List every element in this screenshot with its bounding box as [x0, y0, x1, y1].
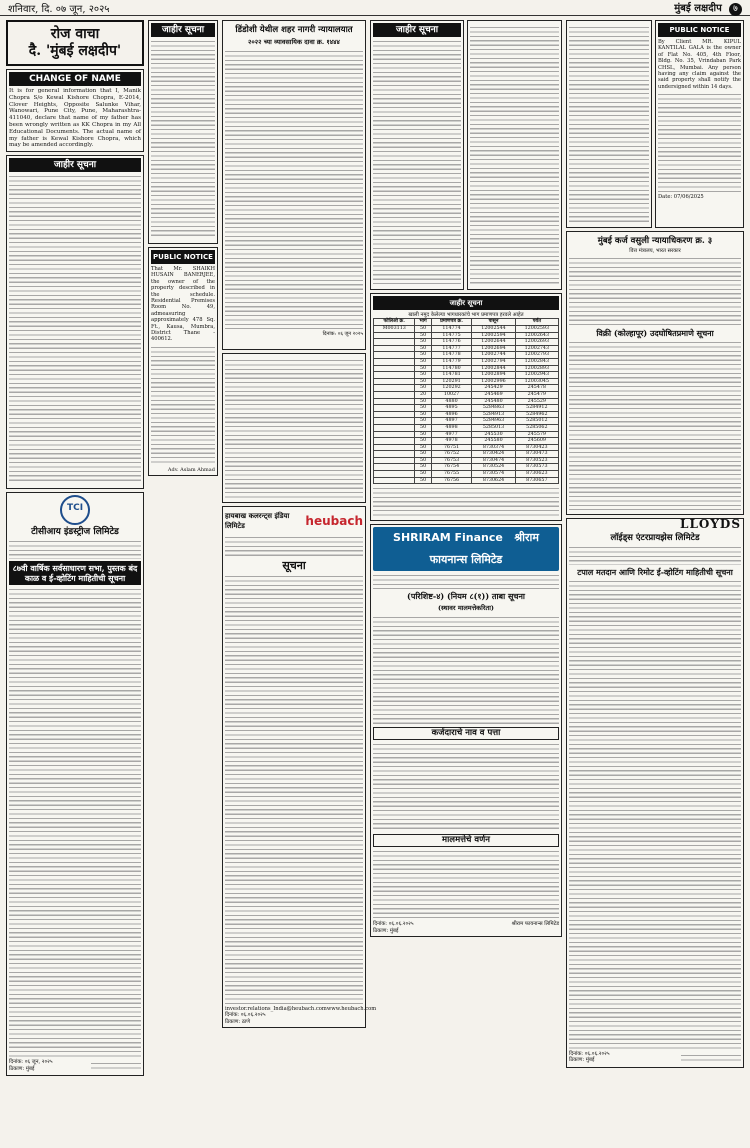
column-3: [222, 20, 377, 1142]
lloyds-notice: [566, 518, 744, 1067]
drt-sale-heading: विक्री (कोल्हापूर) उदघोषितप्रमाणे सूचना: [596, 328, 714, 339]
share-certificate-table: [373, 318, 559, 484]
table-cell: 8730474: [472, 457, 515, 464]
share-table-body: [374, 326, 559, 484]
table-row: [374, 365, 559, 372]
table-cell: 50: [415, 471, 431, 478]
table-cell: 8730374: [472, 444, 515, 451]
table-cell: 114774: [431, 326, 472, 333]
table-cell: [374, 438, 415, 445]
table-cell: 8730657: [515, 477, 558, 484]
table-cell: 245469: [472, 391, 515, 398]
table-cell: 10027: [431, 391, 472, 398]
table-row: [374, 464, 559, 471]
masthead-date: शनिवार, दि. ०७ जून, २०२५: [8, 3, 110, 15]
table-cell: 76756: [431, 477, 472, 484]
lloyds-address: [569, 545, 741, 565]
table-cell: 245529: [515, 398, 558, 405]
table-cell: 8730573: [515, 464, 558, 471]
dindoshi-court-notice: [222, 20, 366, 350]
table-cell: 120292: [431, 385, 472, 392]
table-cell: 4896: [431, 411, 472, 418]
lloyds-body: [569, 579, 741, 1049]
column-4: [370, 20, 562, 1142]
col2-notice-text: [151, 39, 215, 239]
drt-notice: [566, 231, 744, 515]
shriram-place: ठिकाण: मुंबई: [373, 927, 399, 934]
table-row: [374, 372, 559, 379]
table-cell: 50: [415, 477, 431, 484]
drt-heading: मुंबई कर्ज वसुली न्यायाधिकरण क्र. ३: [597, 236, 713, 246]
table-row: [374, 391, 559, 398]
table-cell: 114779: [431, 358, 472, 365]
table-cell: 12002844: [472, 365, 515, 372]
column-5: [566, 20, 744, 1142]
col2-advocate: Adv. Aslam Ahmad: [167, 466, 215, 473]
masthead-paper-name: मुंबई लक्षदीप: [674, 2, 722, 14]
table-cell: 5284863: [472, 405, 515, 412]
lloyds-place: ठिकाण: मुंबई: [569, 1057, 595, 1064]
table-cell: [374, 418, 415, 425]
table-cell: 12002693: [515, 339, 558, 346]
shriram-address: [373, 573, 559, 589]
table-cell: 5284912: [515, 405, 558, 412]
tci-logo: TCI: [60, 495, 90, 525]
table-cell: [374, 451, 415, 458]
table-cell: 245429: [472, 385, 515, 392]
column-1: [6, 20, 144, 1142]
table-cell: 8730424: [472, 451, 515, 458]
col1-public-notice: [6, 155, 144, 489]
table-cell: 12002843: [515, 358, 558, 365]
heubach-date: दिनांक: ०६.०६.२०२५: [225, 1012, 266, 1019]
rojvacha-line2: दै. 'मुंबई लक्षदीप': [28, 43, 122, 59]
change-of-name-notice: [6, 69, 144, 152]
table-cell: 5285062: [515, 424, 558, 431]
rojvacha-line1: रोज वाचा: [50, 26, 100, 42]
table-cell: 12002743: [515, 345, 558, 352]
col1-notice-text: [9, 174, 141, 484]
drt-subheading: वित्त मंत्रालय, भारत सरकार: [629, 248, 681, 254]
table-cell: 5285012: [515, 418, 558, 425]
table-cell: [374, 345, 415, 352]
table-cell: 12002593: [515, 326, 558, 333]
table-cell: 50: [415, 385, 431, 392]
table-cell: 8730574: [472, 471, 515, 478]
table-cell: 50: [415, 345, 431, 352]
col2-public-notice-text: [151, 345, 215, 465]
shriram-notice: [370, 524, 562, 937]
heubach-place: ठिकाण: ठाणे: [225, 1018, 250, 1025]
table-cell: 5284962: [515, 411, 558, 418]
table-cell: 50: [415, 451, 431, 458]
table-cell: 4977: [431, 431, 472, 438]
col5-notice-left-text: [569, 25, 649, 223]
share-col-folio: फोलिओ क्र.: [374, 319, 415, 326]
tci-body: [9, 587, 141, 1057]
heubach-address: [225, 535, 363, 557]
col5-public-notice-title: PUBLIC NOTICE: [658, 23, 741, 37]
table-cell: 114775: [431, 332, 472, 339]
heubach-logo: heubach: [305, 513, 363, 528]
col5-notice-left: [566, 20, 652, 228]
table-cell: 8730624: [472, 477, 515, 484]
rojvacha-box: [6, 20, 144, 66]
shriram-property-header: कर्जदाराचे नाव व पत्ता: [373, 727, 559, 740]
table-cell: 50: [415, 457, 431, 464]
table-cell: 12002794: [472, 358, 515, 365]
masthead: [0, 0, 750, 16]
masthead-paper: [674, 0, 742, 16]
table-row: [374, 326, 559, 333]
col2-notice: [148, 20, 218, 244]
col4-notice-left: [370, 20, 464, 290]
table-cell: 4898: [431, 424, 472, 431]
heubach-email: investor.relations_India@heubach.com: [225, 1006, 327, 1012]
tci-date: दिनांक: ०६ जून, २०२५: [9, 1059, 53, 1066]
share-col-from: पासून: [472, 319, 515, 326]
court-notice-2-text: [225, 358, 363, 498]
table-row: [374, 378, 559, 385]
table-cell: 12002793: [515, 352, 558, 359]
tci-notice: [6, 492, 144, 1076]
table-row: [374, 477, 559, 484]
shriram-banner: [373, 527, 559, 571]
table-cell: 12002644: [472, 339, 515, 346]
table-cell: 5284963: [472, 418, 515, 425]
table-cell: 245530: [472, 431, 515, 438]
heubach-body: [225, 574, 363, 1004]
table-cell: [374, 339, 415, 346]
table-row: [374, 431, 559, 438]
court-case-no: २०२२ च्या व्यावसायिक दावा क्र. १४४४: [248, 38, 340, 46]
share-notice-footer: [373, 486, 559, 516]
tci-agm-title: ८७वी वार्षिक सर्वसाधारण सभा, पुस्तक बंद काळ व ई-व्होटिंग माहितीची सूचना: [9, 561, 141, 585]
table-cell: 50: [415, 405, 431, 412]
lloyds-notice-title: टपाल मतदान आणि रिमोट ई-व्होटिंग माहितीची सूचना: [577, 566, 733, 577]
share-table-subtitle: खाली नमूद केलेल्या भागधारकांचे भाग प्रमाणपत्र हरवले आहेत: [408, 312, 524, 318]
tci-signatory: [91, 1061, 141, 1071]
table-cell: 4895: [431, 405, 472, 412]
table-cell: [374, 352, 415, 359]
col4-notice-left-text: [373, 39, 461, 284]
table-cell: 114781: [431, 372, 472, 379]
table-row: [374, 405, 559, 412]
table-cell: 50: [415, 444, 431, 451]
shriram-notice-subtitle: (स्थावर मालमत्तेकरिता): [437, 604, 494, 613]
page-number: ७: [729, 3, 742, 16]
column-2: [148, 20, 218, 490]
table-cell: 245480: [472, 398, 515, 405]
table-cell: 4880: [431, 398, 472, 405]
table-cell: [374, 464, 415, 471]
table-cell: 50: [415, 358, 431, 365]
table-cell: 8730524: [472, 464, 515, 471]
lloyds-signatory: [681, 1053, 741, 1063]
col5-public-notice: [655, 20, 744, 228]
table-row: [374, 444, 559, 451]
table-cell: M003113: [374, 326, 415, 333]
table-cell: [374, 385, 415, 392]
table-cell: 12002643: [515, 332, 558, 339]
court-heading: डिंडोशी येथील शहर नागरी न्यायालयात: [235, 25, 353, 35]
table-cell: 8730473: [515, 451, 558, 458]
col4-notice-header: जाहीर सूचना: [373, 23, 461, 37]
table-cell: [374, 477, 415, 484]
table-cell: 4897: [431, 418, 472, 425]
table-row: [374, 352, 559, 359]
share-col-to: पर्यंत: [515, 319, 558, 326]
table-cell: 120291: [431, 378, 472, 385]
table-cell: 12002544: [472, 326, 515, 333]
table-cell: 12002894: [472, 372, 515, 379]
table-cell: [374, 424, 415, 431]
table-row: [374, 451, 559, 458]
shriram-logo: SHRIRAM Finance: [393, 531, 503, 545]
table-cell: [374, 411, 415, 418]
table-cell: 50: [415, 339, 431, 346]
table-cell: [374, 332, 415, 339]
table-cell: [374, 372, 415, 379]
table-row: [374, 332, 559, 339]
court-notice-2: [222, 353, 366, 503]
lloyds-date: दिनांक: ०६.०६.२०२५: [569, 1050, 610, 1057]
table-cell: 114777: [431, 345, 472, 352]
table-cell: 50: [415, 431, 431, 438]
table-row: [374, 385, 559, 392]
tci-address: [9, 539, 141, 559]
table-cell: 12002694: [472, 345, 515, 352]
table-cell: [374, 405, 415, 412]
lloyds-logo: [569, 517, 741, 532]
table-row: [374, 471, 559, 478]
table-cell: 50: [415, 352, 431, 359]
shriram-schedule: [373, 849, 559, 919]
table-cell: 50: [415, 378, 431, 385]
table-cell: 76751: [431, 444, 472, 451]
shriram-date: दिनांक: ०६.०६.२०२५: [373, 921, 414, 928]
table-cell: 50: [415, 464, 431, 471]
table-cell: 4978: [431, 438, 472, 445]
table-row: [374, 339, 559, 346]
heubach-notice: [222, 506, 377, 1028]
col2-notice-header: जाहीर सूचना: [151, 23, 215, 37]
tci-place: ठिकाण: मुंबई: [9, 1065, 35, 1072]
shriram-borrowers: [373, 742, 559, 832]
table-cell: 5285013: [472, 424, 515, 431]
table-cell: [374, 457, 415, 464]
heubach-notice-title: सूचना: [282, 559, 306, 572]
table-cell: 8730423: [515, 444, 558, 451]
share-table-head-row: [374, 319, 559, 326]
table-cell: [374, 471, 415, 478]
table-cell: [374, 358, 415, 365]
heubach-company: हायबाख कलरन्ट्स इंडिया लिमिटेड: [225, 511, 290, 530]
table-cell: 50: [415, 424, 431, 431]
table-cell: 8730623: [515, 471, 558, 478]
shriram-name: श्रीराम फायनान्स लिमिटेड: [429, 531, 539, 567]
table-cell: 114778: [431, 352, 472, 359]
table-cell: 12002594: [472, 332, 515, 339]
table-row: [374, 418, 559, 425]
table-cell: 114780: [431, 365, 472, 372]
table-cell: 50: [415, 372, 431, 379]
lloyds-logo-text: LLOYDS: [680, 517, 741, 532]
col5-public-notice-body: By Client MR. KIPUL KANTILAL GALA is the owner of Flat No. 405, 4th Floor, Bldg. No. 35, Vrindaban Park CHSL, Mumbai. Any person having any claim against the said property shall notify the undersigned within 14 days.: [658, 39, 741, 90]
drt-body: [569, 340, 741, 510]
shriram-body: [373, 615, 559, 725]
table-cell: 76753: [431, 457, 472, 464]
table-cell: 50: [415, 418, 431, 425]
table-cell: [374, 391, 415, 398]
table-cell: 8730523: [515, 457, 558, 464]
shriram-signatory: श्रीराम फायनान्स लिमिटेड: [511, 921, 559, 928]
table-row: [374, 411, 559, 418]
table-cell: 12002996: [472, 378, 515, 385]
table-cell: 5284913: [472, 411, 515, 418]
col2-public-notice-title: PUBLIC NOTICE: [151, 250, 215, 264]
tci-company-name: टीसीआय इंडस्ट्रीज लिमिटेड: [31, 527, 119, 538]
table-cell: 245478: [515, 385, 558, 392]
col2-public-notice-body: That Mr. SHAIKH HUSAIN BANERJEE, the owner of the property described in the schedule. Residential Premises Room No. 49, admeasuring approximately 478 Sq. Ft., Kausa, Mumbra, District Thane - 400612.: [151, 266, 215, 343]
col5-public-notice-text: [658, 92, 741, 192]
change-of-name-title: CHANGE OF NAME: [9, 72, 141, 86]
col2-public-notice: [148, 247, 218, 476]
table-cell: 245609: [515, 438, 558, 445]
col4-notice-right: [467, 20, 562, 290]
table-cell: 12003045: [515, 378, 558, 385]
col1-notice-header: जाहीर सूचना: [9, 158, 141, 172]
share-table-header: जाहीर सूचना: [373, 296, 559, 310]
table-cell: [374, 431, 415, 438]
col4-notice-right-text: [470, 25, 559, 285]
change-of-name-body: It is for general information that I, Manik Chopra S/o Kewal Kishore Chopra, E-2014, Clover Heights, Opposite Salunke Vihar, Wanowari, Pune City, Pune, Maharashtra-411040, declare that name of my father has been wrongly written as KK Chopra in my All Educational Documents. The actual name of my father is Kewal Kishore Chopra, which may be amended accordingly.: [9, 88, 141, 149]
court-body: [225, 49, 363, 329]
table-cell: 50: [415, 398, 431, 405]
table-row: [374, 345, 559, 352]
table-cell: 12002744: [472, 352, 515, 359]
table-cell: 50: [415, 411, 431, 418]
lloyds-company: लॉईड्स एंटरप्रायझेस लिमिटेड: [610, 532, 700, 543]
table-cell: [374, 378, 415, 385]
table-row: [374, 438, 559, 445]
share-col-cert: प्रमाणपत्र क्र.: [431, 319, 472, 326]
table-cell: 12002943: [515, 372, 558, 379]
table-cell: 50: [415, 326, 431, 333]
shriram-schedule-header: मालमत्तेचे वर्णन: [373, 834, 559, 847]
share-col-shares: भाग: [415, 319, 431, 326]
table-row: [374, 457, 559, 464]
table-cell: 20: [415, 391, 431, 398]
table-cell: 245580: [472, 438, 515, 445]
table-cell: [374, 398, 415, 405]
table-cell: 245579: [515, 431, 558, 438]
heubach-web: www.heubach.com: [326, 1006, 377, 1012]
table-cell: 114776: [431, 339, 472, 346]
table-cell: 50: [415, 365, 431, 372]
table-cell: 50: [415, 438, 431, 445]
table-row: [374, 398, 559, 405]
table-cell: [374, 365, 415, 372]
table-cell: 76755: [431, 471, 472, 478]
table-cell: 50: [415, 332, 431, 339]
table-row: [374, 424, 559, 431]
table-cell: 76752: [431, 451, 472, 458]
table-cell: [374, 444, 415, 451]
shriram-notice-title: (परिशिष्ट-४) (नियम ८(१)) ताबा सूचना: [407, 591, 525, 602]
col5-advocate-date: Date: 07/06/2025: [658, 194, 704, 201]
drt-intro: [569, 256, 741, 326]
table-cell: 12002893: [515, 365, 558, 372]
share-certificate-notice: [370, 293, 562, 521]
table-cell: 245479: [515, 391, 558, 398]
table-cell: 76754: [431, 464, 472, 471]
court-date: दिनांक: ०६ जून २०२५: [322, 331, 363, 337]
table-row: [374, 358, 559, 365]
